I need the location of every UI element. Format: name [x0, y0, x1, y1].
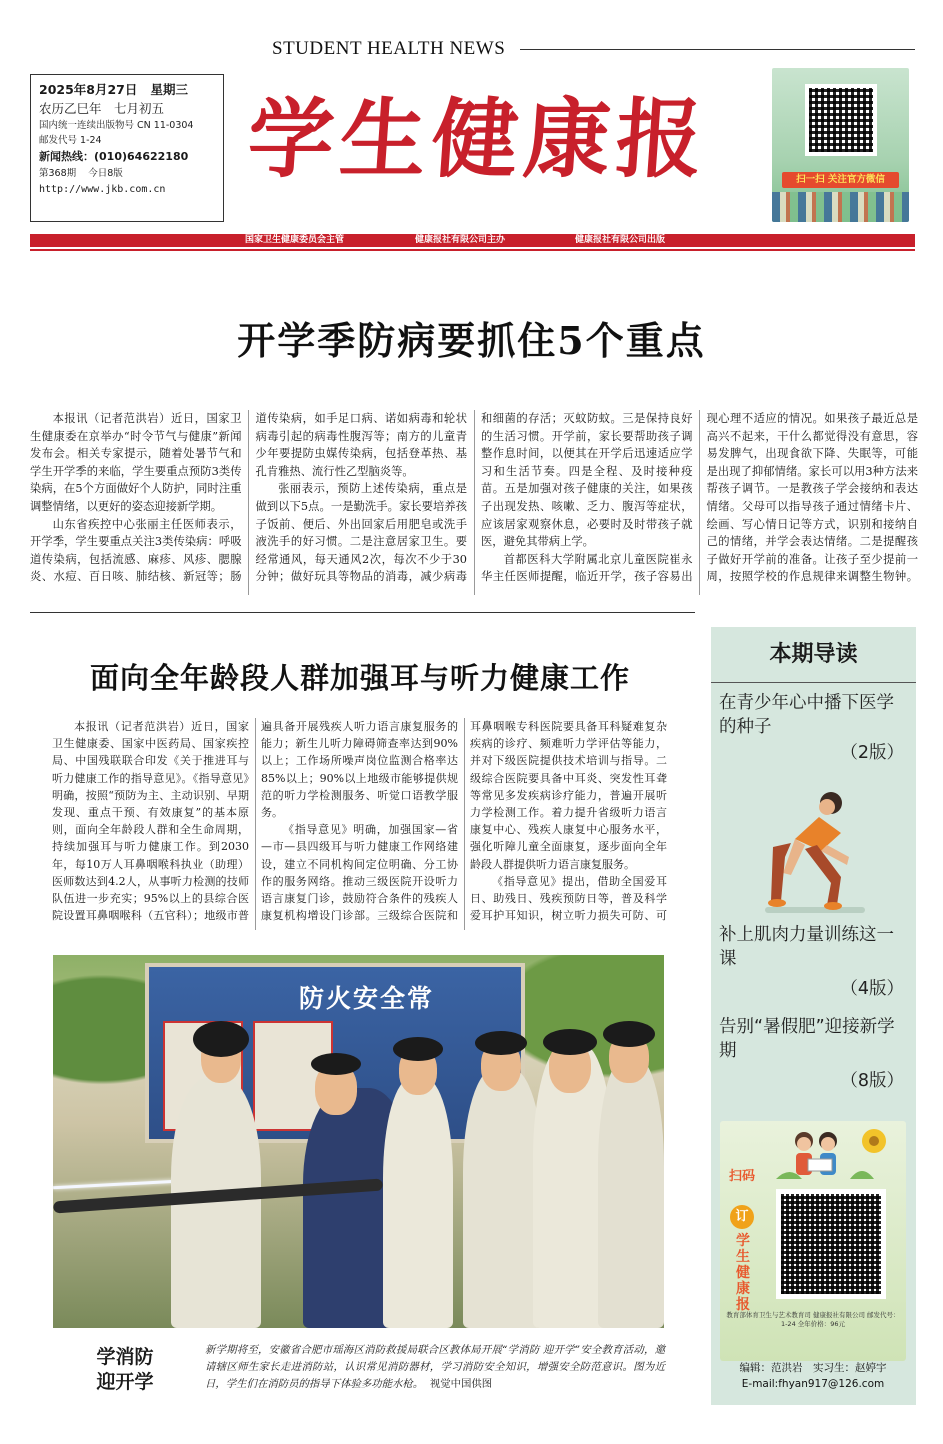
sponsor-rule — [30, 249, 915, 251]
photo-caption — [205, 1342, 665, 1393]
wechat-qr-card[interactable] — [772, 68, 909, 222]
student-hair — [193, 1021, 249, 1057]
subscribe-badge: 订 — [730, 1205, 754, 1229]
photo-credit: 视觉中国供图 — [429, 1378, 493, 1390]
student-figure — [463, 1068, 543, 1328]
issue-date: 2025年8月27日 — [39, 82, 138, 97]
website-url[interactable]: http://www.jkb.com.cn — [39, 184, 166, 195]
sidebar-heading: 本期导读 — [769, 641, 858, 667]
contents-item-page: （2版） — [840, 743, 904, 763]
scan-label: 扫码 — [729, 1169, 756, 1184]
qr-code-icon[interactable] — [805, 84, 877, 156]
issue-number: 第368期 — [39, 168, 77, 179]
article2-paragraph: 《指导意见》明确，加强国家—省—市—县四级耳与听力健康工作网络建设，建立不同机构间定位明确、分工协作的服务网络。推动三级医院开设听力语言康复门诊，鼓励符合条件的残疾人康复机构增设门诊部。三级综合医院和耳鼻咽喉专科医院要具备耳科疑难复杂疾病的诊疗、频难听力学评估等能力，并对下级医院提供技术培训与指导。二级综合医院要具备中耳炎、突发性耳聋等常见多发疾病诊疗能力，普遍开展听力学检测工作。着力提升省级听力语言康复中心、残疾人康复中心服务水平，强化听障儿童全面康复，逐步面向全年龄段人群提供听力语言康复服务。 — [261, 720, 667, 923]
student-figure — [598, 1058, 664, 1328]
sponsor-host: 健康报社有限公司主办 — [415, 235, 506, 245]
subscribe-note: 教育部体育卫生与艺术教育司 健康报社有限公司 邮发代号：1-24 全年价格：96元 — [726, 1311, 900, 1328]
article2-paragraph: 《指导意见》提出，借助全国爱耳日、助残日、残疾预防日等，普及科学爱耳护耳知识，树立听力损失可防、可 — [470, 874, 667, 923]
contents-item-summer-weight[interactable]: 告别“暑假肥”迎接新学期 — [719, 1017, 895, 1061]
masthead-rule — [520, 49, 915, 50]
board-text: 防火安全常 — [299, 984, 435, 1013]
editor-email[interactable]: E-mail:fhyan917@126.com — [741, 1378, 885, 1390]
article2-paragraph: 本报讯（记者范洪岩）近日，国家卫生健康委、国家中医药局、国家疾控局、中国残联联合印发《关于推进耳与听力健康工作的指导意见》。《指导意见》明确，按照“预防为主、主动识别、早期发现、重点干预、有效康复”的基本原则，面向全年龄段人群和全生命周期，持续加强耳与听力健康工作。到2030年，每10万人耳鼻咽喉科执业（助理）医师数达到4.2人，从事听力检测的技师队伍进一步充实；95%以上的县综合医院设置耳鼻咽喉科（五官科）；地级市普遍具备开展残疾人听力语言康复服务的能力；新生儿听力障碍筛查率达到90%以上；工作场所噪声岗位监测合格率达85%以上；90%以上地级市能够提供规范的听力学检测服务、听觉口语教学服务。 — [52, 720, 458, 923]
student-figure — [383, 1078, 453, 1328]
subscribe-paper-name: 学生健康报 — [736, 1233, 750, 1313]
editor-credits — [718, 1360, 908, 1392]
caption-title-line1: 学消防 — [96, 1346, 154, 1368]
contents-item-muscle-training[interactable]: 补上肌肉力量训练这一课 — [719, 925, 894, 969]
sponsor-supervisor: 国家卫生健康委员会主管 — [245, 235, 345, 245]
page-count: 今日8版 — [88, 168, 123, 179]
newspaper-title: 学生健康报 — [244, 89, 712, 190]
caption-title-line2: 迎开学 — [96, 1371, 154, 1393]
caption-text: 新学期将至，安徽省合肥市瑶海区消防救援局联合区教体局开展“学消防 迎开学”安全教育活动，邀请辖区师生家长走进消防站，认识常见消防器材，学习消防安全知识，增强安全防范意识。图为近日，学生们在消防员的指导下体验多功能水枪。 — [205, 1344, 665, 1390]
article1-paragraph: 张丽表示，预防上述传染病，重点是做到以下5点。一是勤洗手。家长要培养孩子饭前、便后、外出回家后用肥皂或洗手液洗手的好习惯。二是注意居家卫生。要经常通风，每天通风2次，每次不少于30分钟；做好玩具等物品的消毒，减少病毒和细菌的存活；灭蚊防蚊。三是保持良好的生活习惯。开学前，家长要帮助孩子调整作息时间，以便其在开学后迅速适应学习和生活节奏。四是全程、及时接种疫苗。五是加强对孩子健康的关注，如果孩子出现发热、咳嗽、乏力、腹泻等症状，应该居家观察休息，必要时及时带孩子就医，避免其带病上学。 — [255, 412, 693, 584]
sponsor-bar — [30, 234, 915, 247]
article1-paragraph: 本报讯（记者范洪岩）近日，国家卫生健康委在京举办“时令节气与健康”新闻发布会。相关专家提示，随着处暑节气和学生开学季的来临，学生要重点预防3类传染病，在5个方面做好个人防护，同时注重调整情绪，以更好的姿态迎接新学期。 — [30, 412, 242, 513]
kids-reading-icon — [770, 1125, 890, 1183]
issue-info-box — [30, 74, 224, 222]
sidebar-rule — [711, 682, 916, 683]
article1-body — [30, 410, 918, 595]
fire-safety-photo[interactable] — [53, 955, 664, 1328]
subscribe-qr-code-icon[interactable] — [776, 1189, 886, 1299]
issue-date-line — [39, 81, 215, 99]
firefighter-hair — [311, 1053, 361, 1075]
article1-paragraph: 首都医科大学附属北京儿童医院崔永华主任医师提醒，临近开学，孩子容易出现心理不适应的情况。如果孩子最近总是高兴不起来，干什么都觉得没有意思，容易发脾气，出现食欲下降、失眠等，可能是出现了抑郁情绪。家长可以用3种方法来帮孩子调节。一是教孩子学会接纳和表达情绪。父母可以指导孩子通过情绪卡片、绘画、写心情日记等方式，识别和接纳自己的情绪，并学会表达情绪。二是提醒孩子做好开学前的准备。让孩子至少提前一周，按照学校的作息规律来调整生物钟。 — [481, 412, 918, 584]
article1-headline[interactable]: 开学季防病要抓住5个重点 — [237, 318, 706, 363]
article2-body — [52, 718, 667, 930]
contents-item-page: （8版） — [840, 1071, 904, 1091]
contents-item-medical-seeds[interactable]: 在青少年心中播下医学的种子 — [719, 693, 894, 737]
lunar-date: 农历乙巳年 七月初五 — [39, 101, 165, 116]
article1-paragraph: 山东省疾控中心张丽主任医师表示，开学季，学生要重点关注3类传染病：呼吸道传染病，包括流感、麻疹、风疹、腮腺炎、水痘、百日咳、肺结核、新冠等；肠道传染病，如手足口病、诺如病毒和轮状病毒引起的病毒性腹泻等；南方的儿童青少年要提防虫媒传染病，包括登革热、基孔肯雅热、流行性乙型脑炎等。 — [30, 412, 467, 584]
postal-code: 邮发代号 1-24 — [39, 135, 102, 146]
hotline-line — [39, 148, 215, 166]
contents-item-page: （4版） — [840, 979, 904, 999]
article-divider — [30, 612, 695, 613]
issue-pages-line — [39, 166, 215, 181]
sponsor-publisher: 健康报社有限公司出版 — [575, 235, 666, 245]
student-hair — [603, 1021, 655, 1047]
english-title: STUDENT HEALTH NEWS — [272, 38, 506, 59]
photo-caption-title — [60, 1345, 190, 1395]
cn-number: 国内统一连续出版物号 CN 11-0304 — [39, 120, 194, 131]
article2-headline[interactable]: 面向全年龄段人群加强耳与听力健康工作 — [89, 661, 630, 695]
hotline-number: (010)64622180 — [94, 150, 189, 163]
student-hair — [393, 1037, 443, 1061]
qr-caption: 扫一扫 关注官方微信 — [782, 172, 899, 188]
exercise-illustration-icon — [761, 773, 871, 923]
student-hair — [543, 1029, 597, 1055]
editor-names: 编辑：范洪岩 实习生：赵婷宇 — [739, 1362, 887, 1374]
subscribe-qr-card[interactable] — [720, 1121, 906, 1361]
hotline-label: 新闻热线： — [39, 150, 94, 163]
students-illustration — [772, 192, 909, 222]
student-hair — [475, 1031, 527, 1055]
issue-weekday: 星期三 — [150, 82, 188, 97]
